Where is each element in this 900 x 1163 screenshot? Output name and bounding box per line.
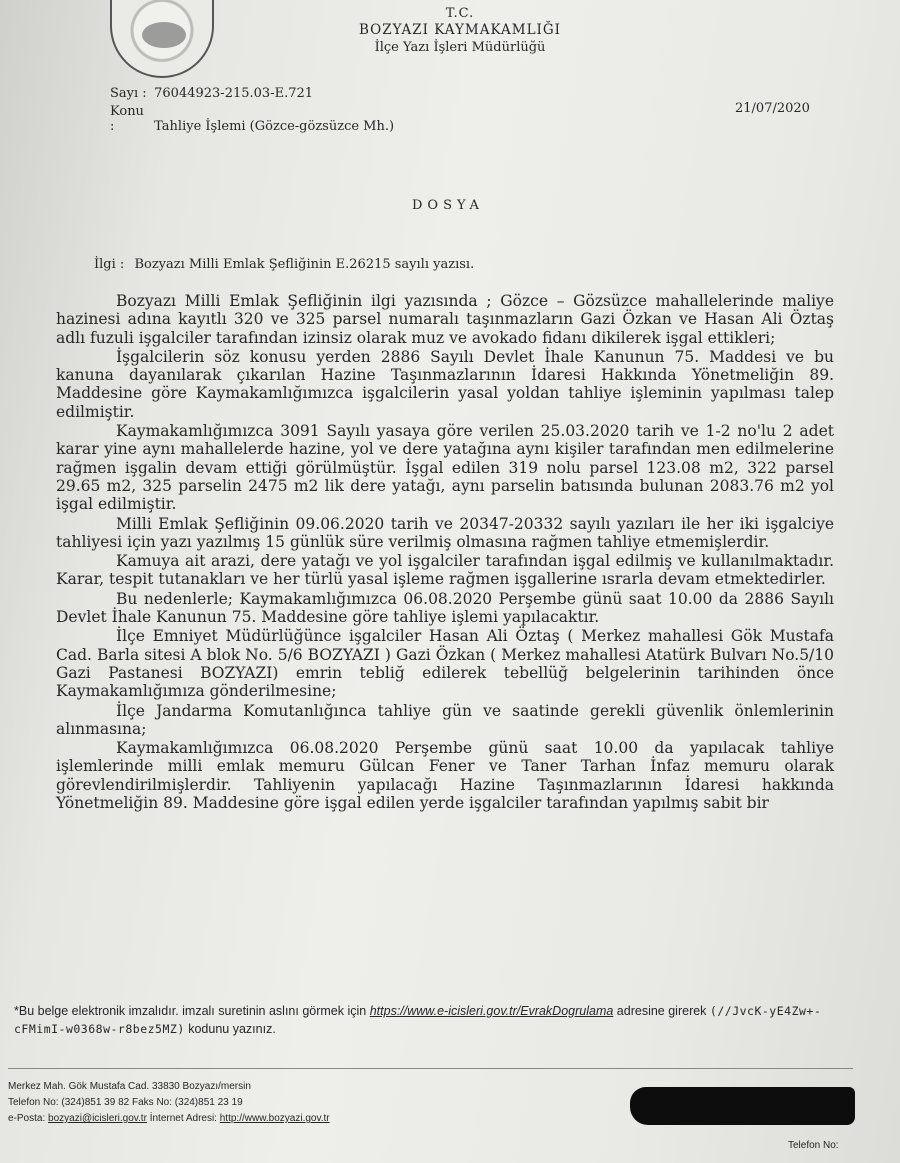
header-department: İlçe Yazı İşleri Müdürlüğü: [374, 40, 546, 55]
body-paragraph: Kaymakamlığımızca 06.08.2020 Perşembe günü saat 10.00 da yapılacak tahliye işlemlerinde milli emlak memuru Gülcan Fener ve Taner Tarhan İnfaz memuru olarak görevlendirilmişlerdir. Tahliyenin yapılacağı Hazine Taşınmazlarının İdaresi hakkında Yönetmeliğin 89. Maddesine göre işgal edilen yerde işgalciler tarafından yapılmış sabit bir: [56, 739, 834, 813]
ilgi-line: [94, 257, 474, 272]
body-paragraph: Kaymakamlığımızca 3091 Sayılı yasaya göre verilen 25.03.2020 tarih ve 1-2 no'lu 2 adet karar yine aynı mahallelerde hazine, yol ve dere yatağına aynı kişiler tarafından men edilmelerine rağmen işgalin devam ettiği görülmüştür. İşgal edilen 319 nolu parsel 123.08 m2, 322 parsel 29.65 m2, 325 parselin 2475 m2 lik dere yatağı, aynı parselin batısında bulunan 2083.76 m2 yol işgal edilmiştir.: [56, 422, 834, 514]
footer-address: Merkez Mah. Gök Mustafa Cad. 33830 Bozyazı/mersin: [8, 1081, 251, 1092]
e-signature-note: [14, 1002, 836, 1038]
meta-konu: [110, 104, 394, 134]
sayi-value: 76044923-215.03-E.721: [154, 86, 314, 101]
konu-value: Tahliye İşlemi (Gözce-gözsüzce Mh.): [154, 119, 395, 134]
right-phone-label: Telefon No:: [788, 1140, 839, 1151]
phone-value: (324)851 39 82: [61, 1097, 130, 1108]
redaction-block: [630, 1087, 855, 1125]
footer-online: [8, 1111, 568, 1127]
note-middle: adresine girerek: [616, 1004, 707, 1018]
ilgi-label: İlgi :: [94, 257, 125, 272]
note-suffix: kodunu yazınız.: [188, 1022, 276, 1036]
email-link[interactable]: bozyazi@icisleri.gov.tr: [48, 1113, 147, 1124]
header-tc: T.C.: [445, 6, 475, 21]
official-seal-logo: [110, 0, 214, 78]
konu-label: Konu :: [110, 104, 144, 134]
body-paragraph: Bu nedenlerle; Kaymakamlığımızca 06.08.2020 Perşembe günü saat 10.00 da 2886 Sayılı Devlet İhale Kanunun 75. Maddesine göre tahliye işlemi yapılacaktır.: [56, 589, 834, 627]
fax-label: Faks No:: [132, 1097, 173, 1108]
fax-value: (324)851 23 19: [174, 1097, 243, 1108]
web-label: İnternet Adresi:: [149, 1113, 217, 1124]
sayi-label: Sayı :: [110, 86, 147, 101]
document-title: DOSYA: [412, 198, 484, 213]
header-institution: BOZYAZI KAYMAKAMLIĞI: [359, 22, 561, 38]
meta-sayi: [110, 86, 313, 101]
phone-label: Telefon No:: [8, 1097, 59, 1108]
body-paragraph: Milli Emlak Şefliğinin 09.06.2020 tarih ve 20347-20332 sayılı yazıları ile her iki işgalciye tahliyesi için yazı yazılmış 15 günlük süre verilmiş olmasına rağmen tahliye etmemişlerdir.: [56, 514, 834, 551]
document-body: [56, 292, 834, 813]
verification-code: (//JvcK-yE4Zw+-cFMimI-w0368w-r8bez5MZ): [14, 1004, 822, 1036]
note-prefix: *Bu belge elektronik imzalıdır. imzalı suretinin aslını görmek için: [14, 1004, 367, 1018]
body-paragraph: İşgalcilerin söz konusu yerden 2886 Sayılı Devlet İhale Kanunun 75. Maddesi ve bu kanuna dayanılarak çıkarılan Hazine Taşınmazlarının İdaresi Hakkında Yönetmeliğin 89. Maddesine göre Kaymakamlığımızca işgalcilerin yasal yoldan tahliye işleminin yapılması talep edilmiştir.: [56, 347, 834, 421]
body-paragraph: Bozyazı Milli Emlak Şefliğinin ilgi yazısında ; Gözce – Gözsüzce mahallelerinde maliye hazinesi adına kayıtlı 320 ve 325 parsel numaralı taşınmazların Gazi Özkan ve Hasan Ali Öztaş adlı fuzuli işgalciler tarafından izinsiz olarak muz ve avokado fidanı dikilerek işgal ettikleri;: [56, 292, 834, 347]
body-paragraph: İlçe Emniyet Müdürlüğünce işgalciler Hasan Ali Öztaş ( Merkez mahallesi Gök Mustafa Cad. Barla sitesi A blok No. 5/6 BOZYAZI ) Gazi Özkan ( Merkez mahallesi Atatürk Bulvarı No.5/10 Gazi Pastanesi BOZYAZI) emrin tebliğ edilerek tebellüğ belgelerinin tarihinden önce Kaymakamlığımıza gönderilmesine;: [56, 627, 834, 701]
footer: [8, 1079, 568, 1127]
email-label: e-Posta:: [8, 1113, 46, 1124]
footer-divider: [8, 1068, 853, 1069]
ilgi-text: Bozyazı Milli Emlak Şefliğinin E.26215 sayılı yazısı.: [134, 257, 475, 272]
footer-contact: [8, 1095, 568, 1111]
web-link[interactable]: http://www.bozyazi.gov.tr: [219, 1113, 330, 1124]
body-paragraph: İlçe Jandarma Komutanlığınca tahliye gün ve saatinde gerekli güvenlik önlemlerinin alınmasına;: [56, 701, 834, 738]
body-paragraph: Kamuya ait arazi, dere yatağı ve yol işgalciler tarafından işgal edilmiş ve kullanılmaktadır. Karar, tespit tutanakları ve her türlü yasal işleme rağmen işgallerine ısrarla devam etmektedirler.: [56, 552, 834, 589]
document-date: 21/07/2020: [735, 101, 810, 116]
verification-link[interactable]: https://www.e-icisleri.gov.tr/EvrakDogrulama: [369, 1004, 614, 1018]
seal-emblem: [142, 22, 186, 48]
